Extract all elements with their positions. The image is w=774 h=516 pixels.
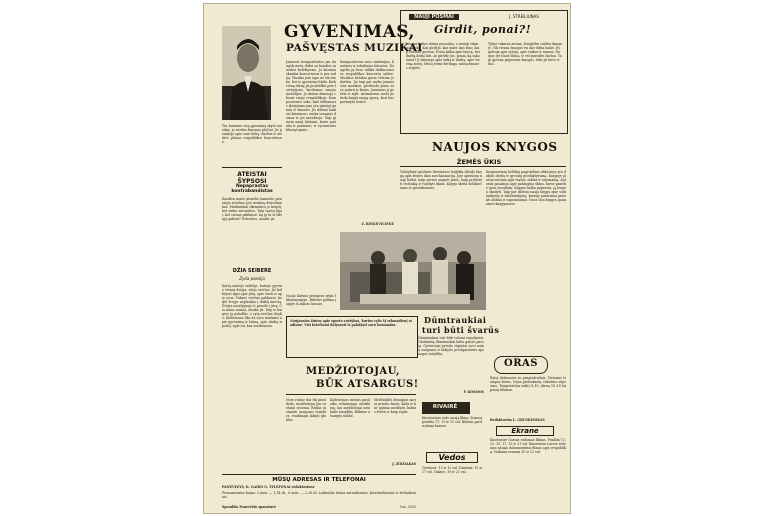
- poems-title: Girdit, ponai?!: [434, 23, 532, 36]
- footer-title: MŪSŲ ADRESAS IR TELEFONAI: [272, 477, 366, 483]
- vedos-label: Vedos: [426, 452, 478, 463]
- rivaire-label: RIVAIRĖ: [432, 404, 458, 410]
- intro-text: Tai, kuriame visą gyvenimą skyrė muzikai, jo vardas žinomas plačiai. Jis pasakoja apie savo kelią, darbus ir ateities planus respublikos koncertuose.: [222, 124, 282, 144]
- music-article-col-2: Kompozitorius rašo simfonijas, kantatas ir vokalinius kūrinius. Daugelis jų buvo atlikti didžiuosiuose respublikos koncertų salėse. Muzikos kritikai gerai vertina jo darbus. Jis taip pat moko jaunuosius muzikus, perduoda jiems savo patirtį ir žinias. Jaunimas jį gerbia ir myli. Artimiausiu metu jis žada baigti naują operą, kuri bus pastatyta teatre.: [340, 60, 394, 104]
- hunting-text-2: Kiekvienais metais pasitaiko nelaimingų atsitikimų, kai medžiotojai nesilaiko taisyklių. Būkime atsargūs miške.: [330, 398, 370, 418]
- footer-details: Prenumeratos kaina: 3 mėn. — 1,14 rb., 6 mėn. — 2,28 rb. Laikraštis išeina antradieniais, ketvirtadieniais ir šeštadieniais.: [222, 491, 416, 499]
- hunting-rule: [286, 394, 416, 395]
- music-tail-text: Naujo kūrinio premjera įvyks filharmonijoje. Bilietus galima įsigyti iš anksto kasose.: [286, 294, 336, 306]
- editor-byline: Redaktorius L. GRUSKINSKAS: [490, 418, 545, 422]
- poem-verse-right: Tyliai vakaras ateina, žvaigždės sužiba danguje. Tik vienas žmogus vis dar dirba lauke. Jis galvoja apie rytojų, apie vaikus ir namus. Naujas ryt išauš diena, ir vėl prasidės darbai. Taip gyvena paprastas žmogus, toks jis buvo ir bus.: [488, 42, 562, 66]
- section-title-atheists: ATEISTAI ŠYPSOSI: [237, 171, 267, 185]
- books-title: NAUJOS KNYGOS: [432, 140, 558, 154]
- section-subtitle-smuggler: Nepaprastas kontrabandistas: [231, 184, 273, 194]
- music-article-byline: Z. BINKEVIČIENĖ: [361, 222, 394, 226]
- footer-address: PANEVĖŽYS, K. GAIDO G. TELEFONAI redaktoriaus: [222, 485, 315, 489]
- vedos-text: Greitasis: 10 ir 12 val. Dieninis: 15 ir 17 val. Vakaro: 19 ir 21 val.: [422, 466, 482, 474]
- poem-verse-left: Naujas kelias išeina pasauliui, o senieji takai pasilieka. Kas girdėjo, kas matė, kas žino, kaip žmonės gyvena. Ponai kalba apie laisvę, bet darbą dirba kiti. Ar girdite jūs, ponai, ką sako tauta? Ji dainuoja apie taiką ir darbą, apie šviesią ateitį. Mūsų žemė derlinga, mūsų žmonės stiprūs.: [406, 42, 480, 70]
- ekranas-text: Kinoteatre Garsas rodomas filmas. Pradžia 11, 13, 15, 17, 19 ir 21 val. Kinoteatre Laisvė rodomas naujas dokumentinis filmas apie respubliką. Vaikams seansai 10 ir 12 val.: [490, 438, 566, 454]
- footer-order: Uzs. 5553: [399, 505, 416, 509]
- hunting-text-3: Medžioklės draugijos nariai privalo žinoti, kada ir kur galima medžioti, kokius žvėris ir kaip elgtis.: [374, 398, 416, 414]
- photo-caption-line-1: Dūmtraukiai: [424, 315, 487, 325]
- main-headline-line-1: GYVENIMAS,: [284, 22, 415, 42]
- portrait-image: [222, 26, 271, 120]
- hunting-byline: J. ŽIDŽIAKAS: [392, 462, 416, 466]
- poetry-text: Kartą mažoje salelėje, kurioje gyveno vienas žvejys, atėjo svečias. Jie kalbėjosi ilgai apie jūrą, apie žuvis ir apie orus. Vakare svečias paklausė, kodėl žvejys neplaukia į didelį miestą. Žvejys nusišypsojo ir parodė į jūrą. Čia mano namai, atsakė jis. Taip ir baigėsi jų pokalbis, o rytą svečias išvyko. Kiekvienas liko su savo mintimis apie gyvenimą ir laimę, apie darbą ir poilsį, apie tai, kas svarbiausia.: [222, 284, 282, 328]
- books-text-left: Valstybinė grožinės literatūros leidykla išleido knygą apie žemės ūkio mechanizaciją. Joje aprašomi nauji būdai, kaip geriau auginti javus, kaip prižiūrėti techniką ir tvarkyti ūkius. Knyga skirta kolūkiečiams ir specialistams.: [400, 170, 482, 190]
- hunting-title-line-2: BŪK ATSARGUS!: [316, 379, 419, 390]
- books-text-right: Kooperatinių kolūkių pagrindinis uždavinys yra didinti derlių ir gyvulių produktyvumą. Knygoje plačiai rašoma apie trąšas, sėklas ir sėjomainą. Autoriai pasakoja apie pažangius ūkius, kurie pasiekė gerų rezultatų. Knygos kalba paprasta, ją lengva skaityti. Taip pat išleista nauja knyga apie sodininkystę ir daržininkystę, kurioje patarimai pateikti aiškiai ir suprantamai. Visos šios knygos gaunamos knygynuose.: [486, 170, 566, 206]
- divider: [222, 167, 282, 168]
- footer-rule: [222, 474, 416, 475]
- section-title-seibere: DŽIA SEIBERE: [232, 268, 272, 274]
- smuggler-text: Kasdien mažo pienelio kaimelio pasienyje ateidavo pro muitinę dviratininkas. Muitininkai tikrindavo jo krepšį, bet nieko nerasdavo. Taip tęsėsi ilgai, kol vienas paklausė: ką gi tu iš tikrųjų gabeni? Dviračius, atsakė jis.: [222, 197, 282, 221]
- rivaire-text: Kinoteatras rodo naują filmą. Seansų pradžia 17, 19 ir 21 val. Bilietai parduodami kasose.: [422, 416, 482, 428]
- photo-caption-byline: P. KOSMOS: [463, 390, 484, 394]
- books-subtitle: ŽEMĖS ŪKIS: [456, 158, 502, 166]
- hunting-title-line-1: MEDŽIOTOJAU,: [306, 366, 400, 377]
- workers-image: [340, 232, 486, 310]
- books-rule: [400, 166, 566, 167]
- workers-photo: [340, 232, 486, 310]
- section-subtitle-poetry: Zyda poezija: [239, 276, 265, 281]
- ekranas-label: Ekrane: [496, 426, 554, 436]
- oras-label: ORAS: [504, 358, 539, 369]
- portrait-photo: [222, 26, 271, 120]
- oras-text: Rytoj debesuota su pragiedruliais. Vietomis trumpas lietus. Vėjas pietvakarių, vidutinio stiprumo. Temperatūra naktį 8–10, dieną 16–18 laipsnių šilumos.: [490, 376, 566, 392]
- newspaper-page: [203, 3, 571, 514]
- hunting-text-1: Nors ruduo dar tik prasideda, medžiotojai jau ruošiasi sezonui. Reikia atsiminti saugumo taisykles, tvarkingai laikyti ginklus.: [286, 398, 326, 422]
- poems-author: J. STREILIUNAS: [509, 14, 539, 19]
- music-article-col-1: Jaunasis kompozitorius jau daugelį metų dirba su liaudies muzikos kolektyvais. Jo kūriniai skamba koncertuose ir per radiją. Muzika jam tapo ne tik darbu, bet ir gyvenimo būdu. Kiekvieną dieną jis praleidžia prie fortepijono, kurdamas naujas melodijas. Jo dainas dainuoja chorai visoje respublikoje. Kompozitorius sako, kad didžiausias įkvėpimas jam yra gimtoji gamta ir žmonės. Jis dažnai lankosi kaimuose, renka senąsias dainas ir jas aranžuoja. Taip gimsta nauji kūriniai, kurie patinka ir jaunimui, ir vyresniems klausytojams.: [286, 60, 336, 132]
- photo-caption-line-2: turi būti švarūs: [422, 325, 500, 335]
- main-headline-line-2: PAŠVĘSTAS MUZIKAI: [286, 42, 423, 54]
- photo-caption-text: Dūmtraukiai turi būti valomi reguliariai. Užsikimšę dūmtraukiai kelia gaisro pavojų. Gyventojai privalo rūpintis savo namų saugumu ir laikytis priešgaisrinės apsaugos taisyklių.: [418, 336, 484, 356]
- notice-text: Naujausios žinios apie sporto varžybas, kurios vyks šį sekmadienį stadione. Visi kviečiami dalyvauti ir palaikyti savo komandas.: [290, 319, 412, 327]
- footer-printer: Spaudžia Panevėžio spaustuvė: [222, 505, 277, 509]
- poems-label: NAUJI POSMAI: [409, 14, 459, 20]
